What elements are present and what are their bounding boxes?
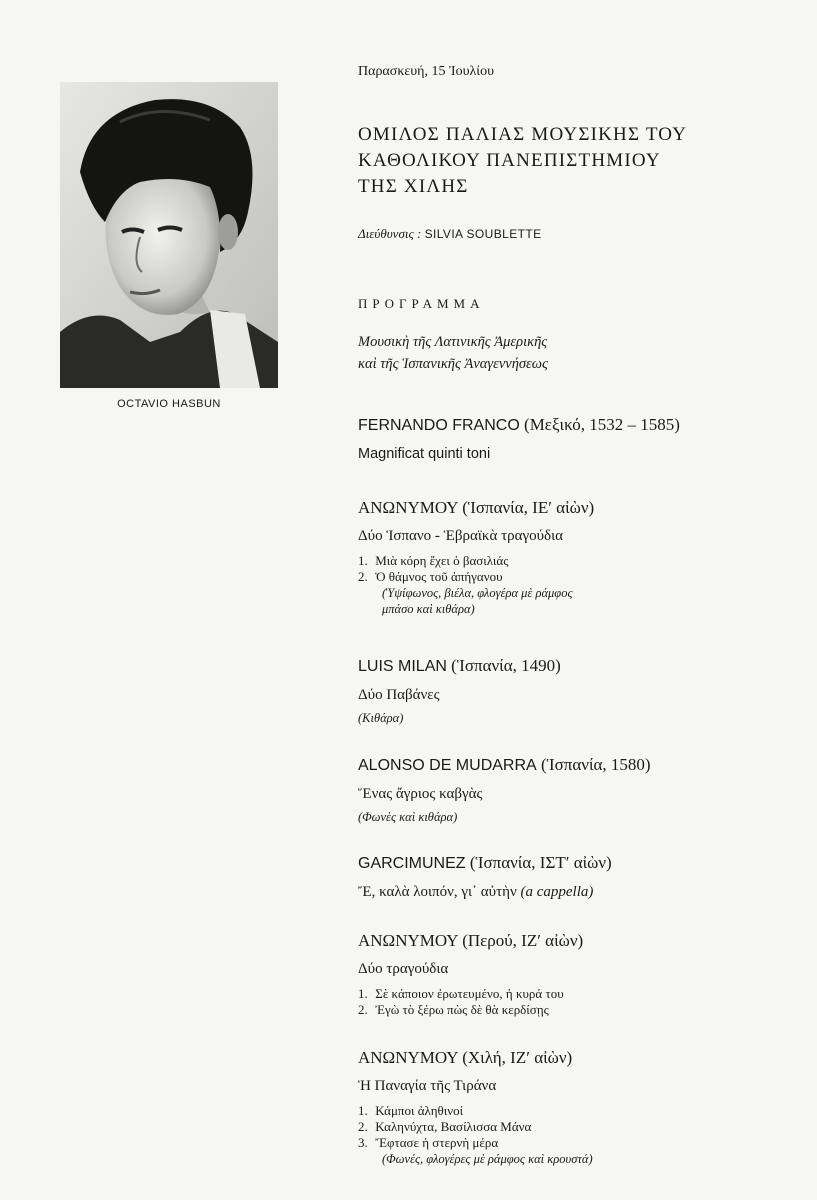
direction-label: Διεύθυνσις : xyxy=(358,226,422,241)
performers-note xyxy=(382,1151,808,1167)
composer-info: (Περού, ΙΖ′ αἰὼν) xyxy=(462,931,584,950)
subtitle-line: καὶ τῆς Ἱσπανικῆς Ἀναγεννήσεως xyxy=(358,356,548,372)
composer-name: ΑΝΩΝΥΜΟΥ xyxy=(358,931,458,950)
performers-line: μπάσο καὶ κιθάρα) xyxy=(382,602,475,616)
composer-info: (Χιλή, ΙΖ′ αἰὼν) xyxy=(462,1048,573,1067)
song-list xyxy=(358,986,808,1018)
work-title xyxy=(358,443,808,465)
item-number: 2. xyxy=(358,569,368,584)
performers-line: (Φωνές, φλογέρες μὲ ράμφος καὶ κρουστά) xyxy=(382,1152,593,1166)
director-name: SILVIA SOUBLETTE xyxy=(424,227,542,241)
composer-line xyxy=(358,852,808,875)
item-number: 3. xyxy=(358,1135,368,1150)
item-number: 1. xyxy=(358,553,368,568)
composer-name: ΑΝΩΝΥΜΟΥ xyxy=(358,498,458,517)
work-title: Ἕνας ἄγριος καβγὰς xyxy=(358,786,483,802)
subtitle-line: Μουσικὴ τῆς Λατινικῆς Ἀμερικῆς xyxy=(358,334,548,350)
item-text: Ὁ θάμνος τοῦ ἀπήγανου xyxy=(375,569,503,584)
composer-line xyxy=(358,754,808,777)
work-title-text: Ἔ, καλὰ λοιπόν, γι᾽ αὐτὴν xyxy=(358,884,517,900)
item-number: 1. xyxy=(358,986,368,1001)
ensemble-title xyxy=(358,122,798,200)
composer-line xyxy=(358,414,808,437)
work-title: Ἡ Παναγία τῆς Τιράνα xyxy=(358,1078,497,1094)
work-title xyxy=(358,881,808,903)
program-heading: ΠΡΟΓΡΑΜΜΑ xyxy=(358,296,485,311)
list-item xyxy=(358,986,808,1002)
song-list xyxy=(358,553,808,617)
item-number: 2. xyxy=(358,1119,368,1134)
program-item xyxy=(358,655,808,726)
list-item xyxy=(358,1103,808,1119)
work-title: Δύο Παβάνες xyxy=(358,687,440,703)
program-subtitle xyxy=(358,331,798,375)
composer-line xyxy=(358,1047,808,1069)
ensemble-title-line: ΟΜΙΛΟΣ ΠΑΛΙΑΣ ΜΟΥΣΙΚΗΣ ΤΟΥ xyxy=(358,124,688,145)
program-item xyxy=(358,754,808,825)
performers-line: (Ὑψίφωνος, βιέλα, φλογέρα μὲ ράμφος xyxy=(382,586,573,600)
program-item xyxy=(358,497,808,617)
list-item xyxy=(358,1135,808,1151)
item-text: Ἐγὼ τὸ ξέρω πὼς δὲ θὰ κερδίσῃς xyxy=(375,1002,549,1017)
program-item xyxy=(358,852,808,903)
composer-name: ALONSO DE MUDARRA xyxy=(358,757,537,774)
performers-note: (Φωνὲς καὶ κιθάρα) xyxy=(358,810,458,824)
song-list xyxy=(358,1103,808,1167)
composer-info: (Ἱσπανία, 1490) xyxy=(451,656,561,675)
composer-info: (Ἱσπανία, ΙΕ′ αἰὼν) xyxy=(462,498,595,517)
composer-info: (Μεξικό, 1532 – 1585) xyxy=(524,415,680,434)
list-item xyxy=(358,1002,808,1018)
work-title-text: Magnificat quinti toni xyxy=(358,446,491,462)
list-item xyxy=(358,553,808,569)
composer-line xyxy=(358,930,808,952)
composer-name: LUIS MILAN xyxy=(358,658,447,675)
composer-name: GARCIMUNEZ xyxy=(358,855,466,872)
photo-caption: OCTAVIO HASBUN xyxy=(117,398,221,410)
work-title: Δύο Ἱσπανο - Ἑβραϊκὰ τραγούδια xyxy=(358,528,563,544)
list-item xyxy=(358,1119,808,1135)
composer-line xyxy=(358,497,808,519)
list-item xyxy=(358,569,808,585)
portrait-photo xyxy=(60,82,278,388)
item-text: Καληνύχτα, Βασίλισσα Μάνα xyxy=(375,1119,532,1134)
program-item xyxy=(358,414,808,465)
composer-info: (Ἱσπανία, 1580) xyxy=(540,755,651,774)
performers-inline: (a cappella) xyxy=(520,884,594,900)
work-title: Δύο τραγούδια xyxy=(358,961,449,977)
item-text: Σὲ κάποιον ἐρωτευμένο, ἡ κυρά του xyxy=(375,986,564,1001)
concert-date: Παρασκευή, 15 Ἰουλίου xyxy=(358,64,495,79)
composer-name: ΑΝΩΝΥΜΟΥ xyxy=(358,1048,458,1067)
composer-name: FERNANDO FRANCO xyxy=(358,417,520,434)
item-text: Μιὰ κόρη ἔχει ὁ βασιλιάς xyxy=(375,553,509,568)
ensemble-title-line: ΤΗΣ ΧΙΛΗΣ xyxy=(358,176,469,197)
composer-info: (Ἱσπανία, ΙΣΤ′ αἰὼν) xyxy=(469,853,612,872)
performers-note xyxy=(382,585,808,617)
program-item xyxy=(358,1047,808,1167)
composer-line xyxy=(358,655,808,678)
item-text: Ἔφτασε ἡ στερνὴ μέρα xyxy=(375,1135,499,1150)
item-text: Κάμποι ἀληθινοί xyxy=(375,1103,464,1118)
ensemble-title-line: ΚΑΘΟΛΙΚΟΥ ΠΑΝΕΠΙΣΤΗΜΙΟΥ xyxy=(358,150,661,171)
direction-line xyxy=(358,226,798,242)
item-number: 2. xyxy=(358,1002,368,1017)
item-number: 1. xyxy=(358,1103,368,1118)
program-item xyxy=(358,930,808,1018)
performers-note: (Κιθάρα) xyxy=(358,711,404,725)
